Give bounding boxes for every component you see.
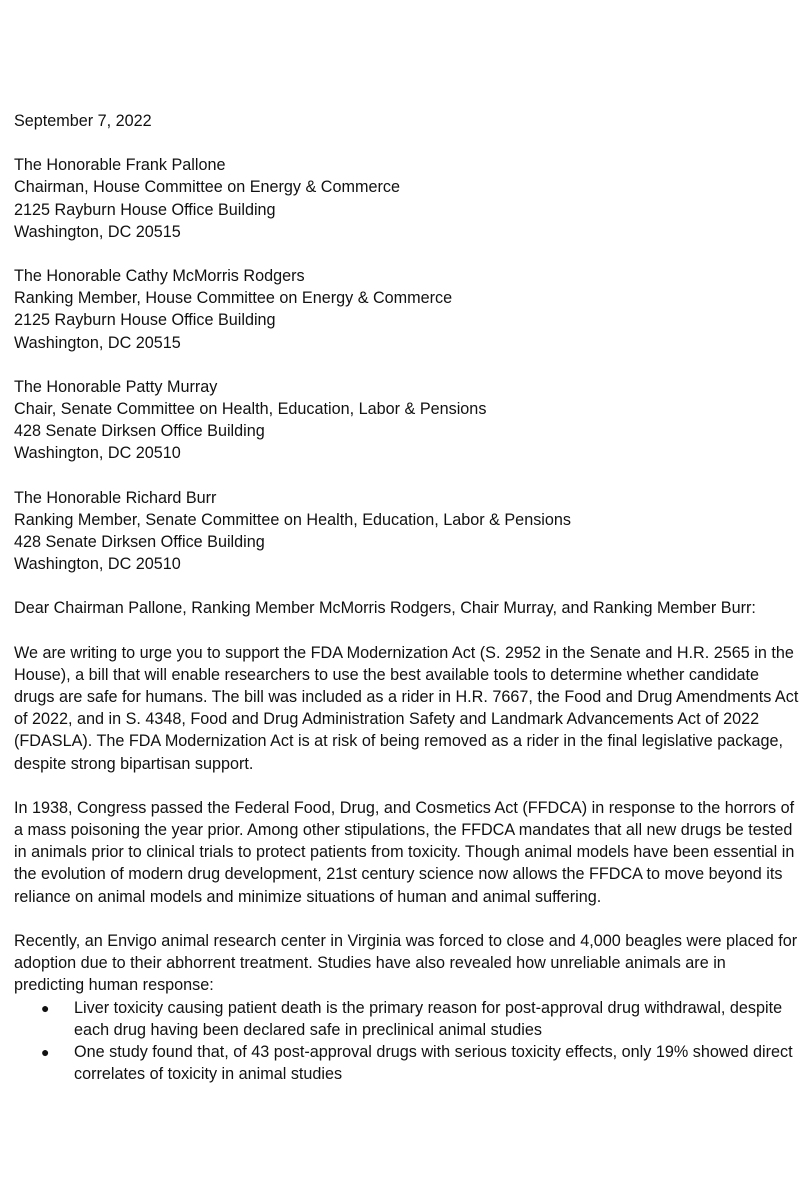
list-item xyxy=(14,1041,799,1085)
recipient-name: The Honorable Richard Burr xyxy=(14,488,217,507)
paragraph-envigo: Recently, an Envigo animal research center in Virginia was forced to close and 4,000 beagles were placed for adoption due to their abhorrent treatment. Studies have also revealed how unreliable animals are in predicting human response: xyxy=(14,931,798,995)
recipient-title: Ranking Member, Senate Committee on Health, Education, Labor & Pensions xyxy=(14,510,571,529)
list-item-text: Liver toxicity causing patient death is the primary reason for post-approval drug withdrawal, despite each drug having been declared safe in preclinical animal studies xyxy=(74,998,783,1039)
recipient-block-rodgers xyxy=(14,265,799,354)
recipient-name: The Honorable Patty Murray xyxy=(14,377,218,396)
recipient-name: The Honorable Cathy McMorris Rodgers xyxy=(14,267,305,286)
recipient-address: 2125 Rayburn House Office Building xyxy=(14,311,276,330)
recipient-address: 428 Senate Dirksen Office Building xyxy=(14,533,265,552)
recipient-address: 428 Senate Dirksen Office Building xyxy=(14,422,265,441)
bullet-icon: ● xyxy=(41,999,50,1016)
paragraph-fda-modernization: We are writing to urge you to support the FDA Modernization Act (S. 2952 in the Senate and H.R. 2565 in the House), a bill that will enable researchers to use the best available tools to determine whether candidate drugs are safe for humans. The bill was included as a rider in H.R. 7667, the Food and Drug Amendments Act of 2022, and in S. 4348, Food and Drug Administration Safety and Landmark Advancements Act of 2022 (FDASLA). The FDA Modernization Act is at risk of being removed as a rider in the final legislative package, despite strong bipartisan support. xyxy=(14,643,799,773)
recipient-title: Chair, Senate Committee on Health, Education, Labor & Pensions xyxy=(14,400,487,419)
recipient-block-burr xyxy=(14,487,799,576)
recipient-city: Washington, DC 20515 xyxy=(14,222,181,241)
recipient-address: 2125 Rayburn House Office Building xyxy=(14,200,276,219)
recipient-block-pallone xyxy=(14,154,799,243)
evidence-list xyxy=(14,997,799,1086)
recipient-title: Ranking Member, House Committee on Energy & Commerce xyxy=(14,289,453,308)
recipient-title: Chairman, House Committee on Energy & Commerce xyxy=(14,178,400,197)
list-item xyxy=(14,997,799,1041)
recipient-city: Washington, DC 20510 xyxy=(14,444,181,463)
paragraph-ffdca-history: In 1938, Congress passed the Federal Food, Drug, and Cosmetics Act (FFDCA) in response to the horrors of a mass poisoning the year prior. Among other stipulations, the FFDCA mandates that all new drugs be tested in animals prior to clinical trials to protect patients from toxicity. Though animal models have been essential in the evolution of modern drug development, 21st century science now allows the FFDCA to move beyond its reliance on animal models and minimize situations of human and animal suffering. xyxy=(14,798,795,906)
recipient-city: Washington, DC 20515 xyxy=(14,333,181,352)
letter-page xyxy=(14,110,799,1085)
letter-date: September 7, 2022 xyxy=(14,112,152,130)
recipient-block-murray xyxy=(14,376,799,465)
recipient-name: The Honorable Frank Pallone xyxy=(14,156,226,175)
list-item-text: One study found that, of 43 post-approval drugs with serious toxicity effects, only 19% showed direct correlates of toxicity in animal studies xyxy=(74,1042,793,1084)
recipient-city: Washington, DC 20510 xyxy=(14,555,181,574)
salutation: Dear Chairman Pallone, Ranking Member McMorris Rodgers, Chair Murray, and Ranking Member Burr: xyxy=(14,599,756,618)
bullet-icon: ● xyxy=(41,1043,50,1060)
